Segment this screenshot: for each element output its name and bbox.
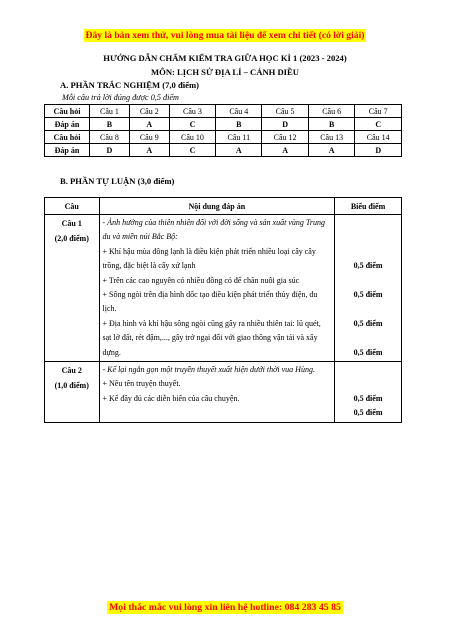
preview-banner [0, 25, 450, 43]
question-cell: Câu 10 [169, 131, 216, 144]
score-value: 0,5 điểm [353, 408, 383, 418]
section-b-heading: B. PHẦN TỰ LUẬN (3,0 điểm) [60, 176, 175, 186]
question-cell: Câu 12 [262, 131, 309, 144]
answer-item: + Sông ngòi trên địa hình dốc tạo điều kiện phát triển thủy điện, du lịch. [102, 290, 318, 314]
row-label: Đáp án [45, 144, 90, 157]
essay-answer-table [44, 197, 402, 423]
answer-cell: D [90, 144, 130, 157]
answer-item: + Nêu tên truyện thuyết. [102, 379, 181, 389]
multiple-choice-answer-table [44, 104, 402, 157]
answer-content [99, 215, 335, 362]
answer-cell: A [216, 144, 262, 157]
essay-row-q2 [45, 362, 402, 423]
score-column [335, 362, 402, 423]
answer-item: + Trên các cao nguyên có nhiều đồng cỏ để chăn nuôi gia súc [102, 275, 300, 285]
question-number: Câu 2 [61, 366, 82, 376]
answer-item: + Địa hình và khí hậu sông ngòi cũng gây ra nhiều thiên tai: lũ quét, sạt lở đất, rét đậm,..., gây trở ngại đối với giao thông vận tải và xây dựng. [102, 318, 321, 357]
score-value: 0,5 điểm [353, 393, 383, 403]
question-cell: Câu 7 [355, 105, 402, 118]
answer-cell: A [262, 144, 309, 157]
answer-cell: D [355, 144, 402, 157]
row-label: Đáp án [45, 118, 90, 131]
question-number: Câu 1 [61, 219, 82, 228]
answer-cell: B [216, 118, 262, 131]
preview-banner-text: Đây là bản xem thử, vui lòng mua tài liệu để xem chi tiết (có lời giải) [85, 30, 365, 41]
header-content: Nội dung đáp án [99, 198, 335, 215]
score-value: 0,5 điểm [353, 318, 383, 328]
header-question: Câu [45, 198, 100, 215]
answer-prompt: - Kể lại ngắn gọn một truyền thuyết xuất hiện dưới thời vua Hùng. [102, 365, 315, 375]
essay-row-q1 [45, 215, 402, 362]
answer-cell: C [355, 118, 402, 131]
question-label [45, 215, 100, 362]
row-label: Câu hỏi [45, 105, 90, 118]
answer-content [99, 362, 335, 423]
answer-cell: D [262, 118, 309, 131]
answer-item: + Kể đầy đủ các diễn biến của câu chuyện. [102, 393, 240, 403]
table-header-row [45, 198, 402, 215]
question-cell: Câu 14 [355, 131, 402, 144]
answer-item: + Khí hậu mùa đông lạnh là điều kiện phát triển nhiều loại cây cây trồng, đặc biệt là cây xứ lạnh [102, 246, 316, 271]
answer-prompt: - Ảnh hưởng của thiên nhiên đối với đời sống và sản xuất vùng Trung du và miền núi Bắc Bộ: [102, 218, 325, 242]
question-cell: Câu 4 [216, 105, 262, 118]
question-cell: Câu 1 [90, 105, 130, 118]
question-cell: Câu 9 [129, 131, 169, 144]
answer-cell: C [169, 118, 216, 131]
hotline-text: Mọi thắc mắc vui lòng xin liên hệ hotline: 084 283 45 85 [109, 602, 341, 613]
answer-cell: A [308, 144, 355, 157]
answer-row [45, 118, 402, 131]
answer-cell: C [169, 144, 216, 157]
question-cell: Câu 5 [262, 105, 309, 118]
answer-row [45, 144, 402, 157]
question-row [45, 131, 402, 144]
section-a-heading: A. PHẦN TRẮC NGHIỆM (7,0 điểm) [60, 80, 200, 90]
score-value: 0,5 điểm [353, 347, 383, 357]
question-points: (2,0 điểm) [54, 234, 89, 243]
question-points: (1,0 điểm) [54, 381, 89, 391]
question-row [45, 105, 402, 118]
question-cell: Câu 2 [129, 105, 169, 118]
answer-cell: B [308, 118, 355, 131]
doc-subtitle: MÔN: LỊCH SỬ ĐỊA LÍ – CÁNH DIỀU [151, 67, 299, 77]
answer-cell: A [129, 144, 169, 157]
question-cell: Câu 6 [308, 105, 355, 118]
section-a-note: Mỗi câu trả lời đúng được 0,5 điểm [62, 93, 179, 102]
answer-cell: B [90, 118, 130, 131]
question-cell: Câu 8 [90, 131, 130, 144]
doc-title: HƯỚNG DẪN CHẤM KIỂM TRA GIỮA HỌC KÌ 1 (2023 - 2024) [103, 53, 347, 63]
header-score: Biểu điểm [335, 198, 402, 215]
score-value: 0,5 điểm [353, 289, 383, 299]
question-label [45, 362, 100, 423]
question-cell: Câu 13 [308, 131, 355, 144]
score-value: 0,5 điểm [353, 261, 383, 271]
answer-cell: A [129, 118, 169, 131]
question-cell: Câu 3 [169, 105, 216, 118]
score-column [335, 215, 402, 362]
hotline-footer [0, 597, 450, 615]
row-label: Câu hỏi [45, 131, 90, 144]
question-cell: Câu 11 [216, 131, 262, 144]
